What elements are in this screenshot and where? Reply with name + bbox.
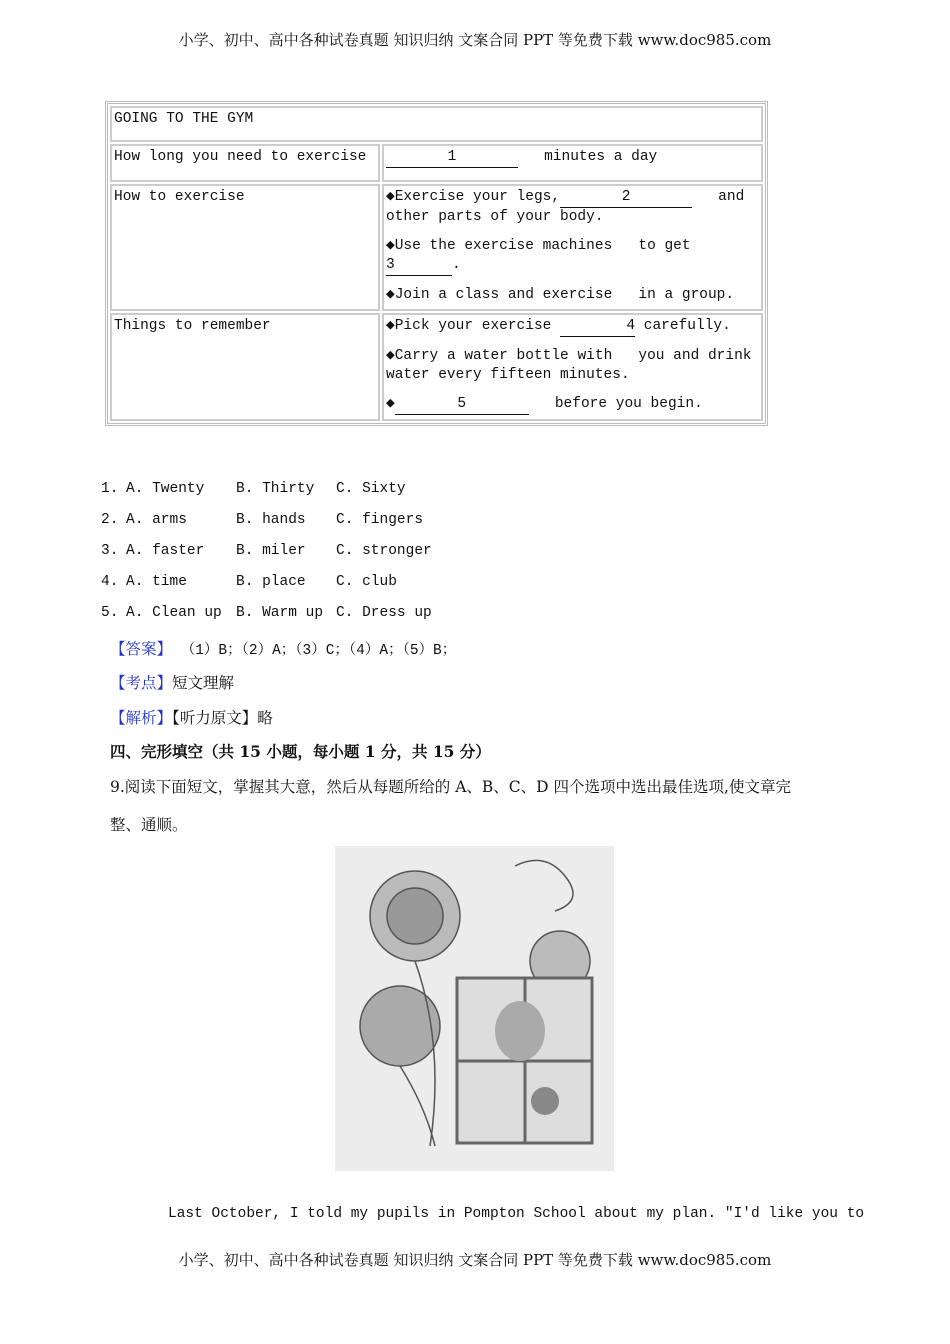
option-text: 2. (101, 512, 119, 528)
row-content (382, 313, 763, 421)
option-text: 3. (101, 543, 119, 559)
page-footer: 小学、初中、高中各种试卷真题 知识归纳 文案合同 PPT 等免费下载 www.doc985.com (178, 1251, 772, 1269)
option-row (101, 605, 432, 621)
option-text: B. hands (236, 512, 306, 528)
row-content (382, 144, 763, 182)
row-label: How to exercise (110, 184, 380, 311)
option-text: B. miler (236, 543, 306, 559)
option-row (101, 481, 406, 497)
table-title: GOING TO THE GYM (110, 106, 763, 142)
option-text: B. place (236, 574, 306, 590)
row-content (382, 184, 763, 311)
text: carefully. (643, 318, 731, 334)
analysis-line (110, 706, 273, 728)
option-text: C. Sixty (336, 481, 406, 497)
gym-table (105, 101, 768, 426)
story-text: Last October, I told my pupils in Pompton School about my plan. "I'd like you to (168, 1206, 865, 1222)
blank-5: 5 (395, 395, 529, 415)
option-text: C. club (336, 574, 397, 590)
row-label: How long you need to exercise (110, 144, 380, 182)
option-text: C. Dress up (336, 605, 432, 621)
text: ◆Join a class and exercise in a group. (386, 287, 735, 303)
page-header: 小学、初中、高中各种试卷真题 知识归纳 文案合同 PPT 等免费下载 www.doc985.com (178, 31, 772, 49)
answer-line (110, 637, 456, 659)
analysis-text: 【听力原文】略 (172, 709, 273, 727)
blank-1: 1 (386, 148, 518, 168)
option-row (101, 574, 397, 590)
instruction-line: 整、通顺。 (110, 816, 188, 834)
option-row (101, 543, 432, 559)
option-text: A. arms (126, 512, 187, 528)
option-text: 4. (101, 574, 119, 590)
option-text: B. Warm up (236, 605, 324, 621)
answer-text: （1）B；（2）A；（3）C；（4）A；（5）B； (172, 643, 457, 659)
text: ◆Use the exercise machines to get (386, 238, 691, 254)
point-line (110, 671, 234, 693)
text: minutes a day (544, 149, 658, 165)
text: . (452, 257, 461, 273)
option-text: A. Clean up (126, 605, 222, 621)
blank-2: 2 (560, 188, 692, 208)
section-heading: 四、完形填空（共 15 小题，每小题 1 分，共 15 分） (110, 742, 491, 761)
answer-tag: 【答案】 (110, 640, 173, 658)
point-text: 短文理解 (172, 674, 235, 692)
option-text: B. Thirty (236, 481, 315, 497)
option-row (101, 512, 423, 528)
option-text: A. faster (126, 543, 205, 559)
text: ◆ (386, 396, 395, 412)
option-text: C. stronger (336, 543, 432, 559)
flower-window-illustration (335, 846, 614, 1171)
row-label: Things to remember (110, 313, 380, 421)
option-text: A. time (126, 574, 187, 590)
instruction-line: 9.阅读下面短文，掌握其大意，然后从每题所给的 A、B、C、D 四个选项中选出最佳选项,使文章完 (110, 778, 791, 796)
text: before you begin. (554, 396, 703, 412)
option-text: A. Twenty (126, 481, 205, 497)
analysis-tag: 【解析】 (110, 709, 173, 727)
text: ◆Carry a water bottle with you and drink water every fifteen minutes. (386, 348, 761, 383)
blank-3: 3 (386, 256, 452, 276)
point-tag: 【考点】 (110, 674, 173, 692)
text: ◆Pick your exercise (386, 318, 552, 334)
option-text: C. fingers (336, 512, 424, 528)
text: and other parts of your body. (386, 189, 745, 225)
blank-4: 4 (560, 317, 635, 337)
option-text: 1. (101, 481, 119, 497)
option-text: 5. (101, 605, 119, 621)
text: ◆Exercise your legs, (386, 189, 561, 205)
